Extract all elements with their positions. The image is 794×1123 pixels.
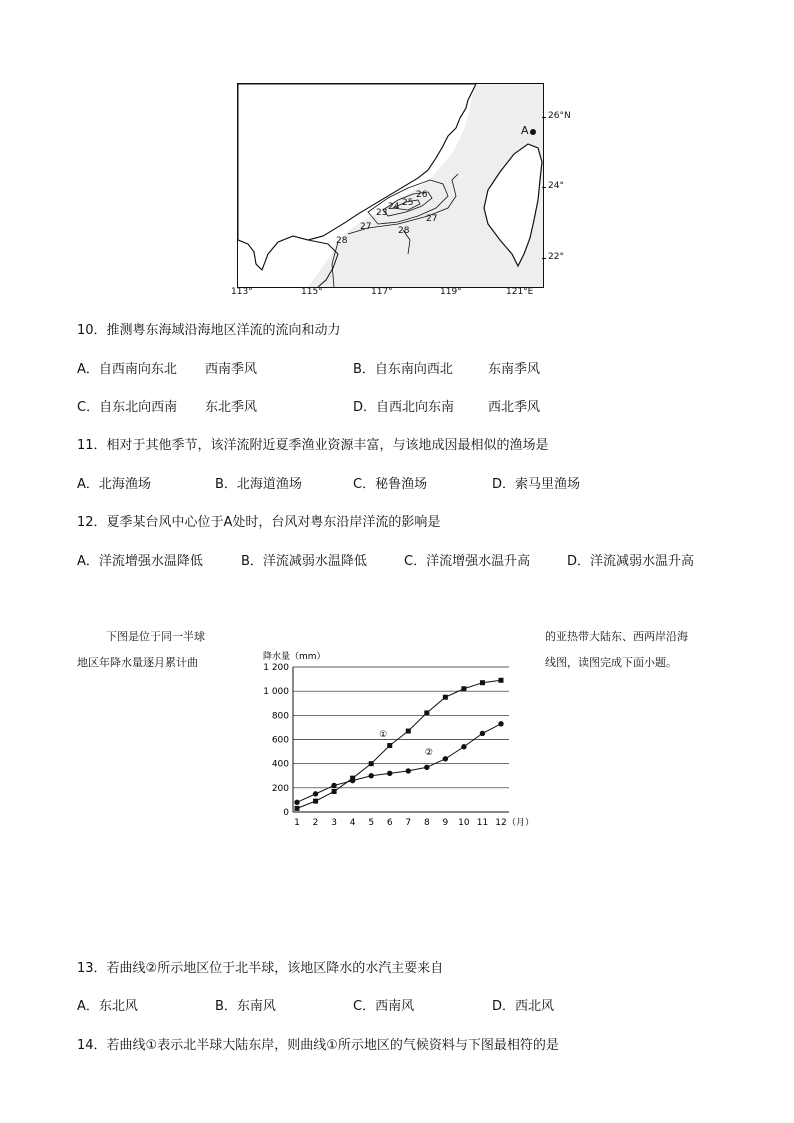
- series-2-point: [480, 731, 485, 736]
- intro-right-line-2: 线图，读图完成下面小题。: [545, 656, 677, 669]
- lat-tick: [542, 187, 546, 188]
- option-text: 自东南向西北: [374, 362, 453, 377]
- series-1-point: [461, 686, 466, 691]
- series-2-point: [498, 721, 503, 726]
- chart-x-tick-label: 3: [331, 818, 337, 828]
- series-2-point: [350, 778, 355, 783]
- isotherm-label: 24: [388, 202, 400, 212]
- isotherm-label: 28: [398, 226, 410, 236]
- chart-y-tick-label: 400: [271, 759, 289, 770]
- series-2-point: [294, 800, 299, 805]
- lon-label-117: 117°: [371, 287, 393, 297]
- q13-option-a: A．东北风: [77, 999, 138, 1014]
- chart-x-tick-label: 7: [405, 818, 412, 828]
- series-1-point: [295, 806, 300, 811]
- option-text: 自东北向西南: [99, 400, 178, 415]
- isotherm-label: 23: [376, 208, 388, 218]
- question-13-stem: 13．若曲线②所示地区位于北半球，该地区降水的水汽主要来自: [77, 961, 444, 976]
- q11-option-c: C．秘鲁渔场: [353, 477, 428, 492]
- q10-option-a-extra: 西南季风: [205, 362, 258, 377]
- series-2-point: [387, 771, 392, 776]
- q13-option-c: C．西南风: [353, 999, 415, 1014]
- chart-y-tick-label: 1 000: [263, 687, 289, 698]
- q10-option-b: [353, 362, 453, 378]
- q11-option-d: D．索马里渔场: [492, 477, 581, 492]
- lon-label-119: 119°: [440, 287, 462, 297]
- chart-x-tick-label: 5: [368, 818, 375, 828]
- q10-option-d: [353, 400, 454, 416]
- series-2-point: [368, 773, 373, 778]
- q13-option-d: D．西北风: [492, 999, 555, 1014]
- series-line-1: [297, 680, 501, 808]
- series-2-label: ②: [424, 748, 433, 759]
- option-key: B．: [353, 362, 375, 377]
- q12-option-a: A．洋流增强水温降低: [77, 554, 203, 569]
- series-1-point: [480, 680, 485, 685]
- q10-option-d-extra: 西北季风: [488, 400, 541, 415]
- lon-label-115: 115°: [301, 287, 323, 297]
- series-1-point: [387, 743, 392, 748]
- lat-label-24: 24°: [548, 181, 564, 191]
- question-12-stem: 12．夏季某台风中心位于A处时，台风对粤东沿岸洋流的影响是: [77, 515, 441, 530]
- series-2-point: [424, 765, 429, 770]
- point-a-marker: [530, 129, 536, 135]
- series-line-2: [297, 724, 501, 803]
- intro-right-line-1: 的亚热带大陆东、西两岸沿海: [545, 630, 688, 643]
- option-key: D．: [353, 400, 377, 415]
- chart-x-tick-label: 8: [423, 818, 430, 828]
- chart-x-axis-label: （月）: [507, 818, 535, 828]
- chart-y-tick-label: 800: [271, 711, 289, 722]
- option-text: 自西北向东南: [376, 400, 455, 415]
- chart-y-tick-label: 200: [271, 783, 289, 794]
- lat-label-22: 22°: [548, 252, 564, 262]
- isotherm-label: 26: [416, 190, 428, 200]
- series-2-point: [461, 744, 466, 749]
- series-1-point: [424, 710, 429, 715]
- sea-map: [237, 83, 544, 288]
- isotherm-label: 27: [426, 214, 438, 224]
- series-1-point: [332, 789, 337, 794]
- intro-left-line-2: 地区年降水量逐月累计曲: [77, 656, 198, 669]
- q10-option-c: [77, 400, 177, 416]
- option-key: C．: [77, 400, 100, 415]
- isotherm-label: 27: [360, 222, 372, 232]
- chart-y-tick-label: 1 200: [263, 663, 289, 673]
- lat-label-26: 26°N: [548, 111, 571, 121]
- chart-x-tick-label: 1: [294, 818, 300, 828]
- q10-option-b-extra: 东南季风: [488, 362, 541, 377]
- chart-x-tick-label: 10: [458, 818, 470, 828]
- lat-tick: [542, 117, 546, 118]
- series-1-point: [313, 799, 318, 804]
- lon-label-113: 113°: [231, 287, 253, 297]
- q10-option-a: [77, 362, 177, 378]
- option-text: 自西南向东北: [98, 362, 177, 377]
- chart-x-tick-label: 4: [349, 818, 356, 828]
- series-1-point: [369, 761, 374, 766]
- chart-y-axis-label: 降水量（mm）: [263, 652, 326, 662]
- q11-option-a: A．北海渔场: [77, 477, 151, 492]
- isotherm-label: 28: [336, 236, 348, 246]
- q13-option-b: B．东南风: [215, 999, 276, 1014]
- chart-y-tick-label: 600: [271, 735, 289, 746]
- option-key: A．: [77, 362, 99, 377]
- lat-tick: [542, 258, 546, 259]
- chart-x-tick-label: 11: [476, 818, 489, 828]
- series-2-point: [313, 791, 318, 796]
- series-1-point: [443, 695, 448, 700]
- series-2-point: [443, 756, 448, 761]
- isotherm-label: 25: [402, 198, 414, 208]
- q12-option-b: B．洋流减弱水温降低: [241, 554, 367, 569]
- point-a-label: A: [521, 124, 529, 137]
- intro-left-line-1: 下图是位于同一半球: [106, 630, 205, 643]
- series-2-point: [406, 768, 411, 773]
- q10-option-c-extra: 东北季风: [205, 400, 258, 415]
- q11-option-b: B．北海道渔场: [215, 477, 302, 492]
- chart-x-tick-label: 9: [442, 818, 449, 828]
- series-1-point: [499, 678, 504, 683]
- question-10-stem: 10．推测粤东海域沿海地区洋流的流向和动力: [77, 323, 341, 338]
- precipitation-chart: [255, 645, 545, 835]
- question-14-stem: 14．若曲线①表示北半球大陆东岸，则曲线①所示地区的气候资料与下图最相符的是: [77, 1038, 559, 1053]
- chart-x-tick-label: 12: [495, 818, 507, 828]
- chart-y-tick-label: 0: [283, 808, 289, 818]
- chart-x-tick-label: 2: [312, 818, 319, 828]
- lon-label-121: 121°E: [506, 287, 534, 297]
- series-1-point: [406, 729, 411, 734]
- q12-option-c: C．洋流增强水温升高: [404, 554, 531, 569]
- map-drawing: [238, 84, 543, 287]
- chart-x-tick-label: 6: [386, 818, 393, 828]
- question-11-stem: 11．相对于其他季节，该洋流附近夏季渔业资源丰富，与该地成因最相似的渔场是: [77, 438, 549, 453]
- q12-option-d: D．洋流减弱水温升高: [567, 554, 695, 569]
- series-2-point: [331, 783, 336, 788]
- series-1-label: ①: [379, 730, 388, 741]
